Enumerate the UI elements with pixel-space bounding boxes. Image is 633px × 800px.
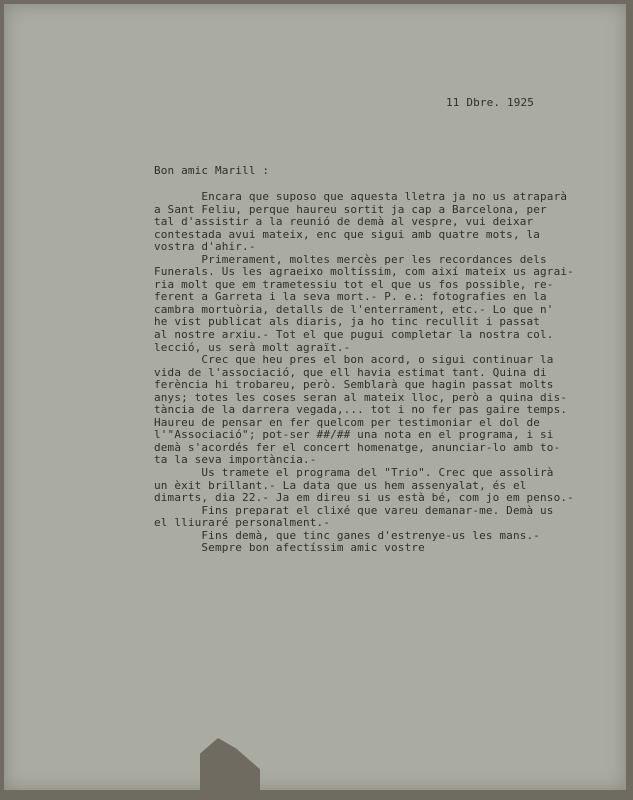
letter-line: vostra d'ahir.-: [154, 240, 256, 254]
letter-line: lecció, us serà molt agraït.-: [154, 340, 351, 354]
letter-line: Us tramete el programa del "Trio". Crec que assolirà: [154, 466, 554, 480]
letter-line: anys; totes les coses seran al mateix lloc, però a quina dis-: [154, 390, 568, 404]
letter-line: Haureu de pensar en fer quelcom per testimoniar el dol de: [154, 415, 541, 429]
letter-line: cambra mortuòria, detalls de l'enterrament, etc.- Lo que n': [154, 302, 554, 316]
typewritten-letter: [4, 4, 626, 790]
letter-body: [154, 191, 624, 555]
letter-line: tància de la darrera vegada,... tot i no fer pas gaire temps.: [154, 403, 568, 417]
letter-line: Fins demà, que tinc ganes d'estrenye-us les mans.-: [154, 528, 541, 542]
letter-line: ria molt que em trametessiu tot el que us fos possible, re-: [154, 277, 554, 291]
letter-line: Funerals. Us les agraeixo moltíssim, com així mateix us agrai-: [154, 265, 574, 279]
letter-line: el lliuraré personalment.-: [154, 516, 331, 530]
letter-line: he vist publicat als diaris, ja ho tinc recullit i passat: [154, 315, 541, 329]
letter-line: ta la seva importància.-: [154, 453, 317, 467]
letter-line: un èxit brillant.- La data que us hem assenyalat, és el: [154, 478, 527, 492]
letter-line: Primerament, moltes mercès per les recordances dels: [154, 252, 547, 266]
letter-line: contestada avui mateix, enc que sigui amb quatre mots, la: [154, 227, 541, 241]
letter-line: tal d'assistir a la reunió de demà al vespre, vui deixar: [154, 215, 534, 229]
letter-line: dimarts, dia 22.- Ja em direu si us està bé, com jo em penso.-: [154, 491, 574, 505]
letter-line: Encara que suposo que aquesta lletra ja no us atraparà: [154, 190, 568, 203]
letter-line: Sempre bon afectíssim amic vostre: [154, 541, 425, 555]
letter-greeting: Bon amic Marill :: [154, 164, 270, 177]
letter-sheet: [4, 4, 626, 790]
letter-line: al nostre arxiu.- Tot el que pugui completar la nostra col.: [154, 328, 554, 342]
letter-line: vida de l'associació, que ell havia estimat tant. Quina di: [154, 365, 547, 379]
letter-date: 11 Dbre. 1925: [446, 96, 535, 109]
letter-line: ferent a Garreta i la seva mort.- P. e.: fotografies en la: [154, 290, 547, 304]
letter-line: ferència hi trobareu, però. Semblarà que hagin passat molts: [154, 378, 554, 392]
letter-line: Crec que heu pres el bon acord, o sigui continuar la: [154, 353, 554, 367]
letter-line: a Sant Feliu, perque haureu sortit ja cap a Barcelona, per: [154, 202, 547, 216]
letter-line: l'"Associació"; pot-ser ##/## una nota en el programa, i si: [154, 428, 554, 442]
letter-line: demà s'acordés fer el concert homenatge, anunciar-lo amb to-: [154, 440, 561, 454]
letter-line: Fins preparat el clixé que vareu demanar-me. Demà us: [154, 503, 554, 517]
